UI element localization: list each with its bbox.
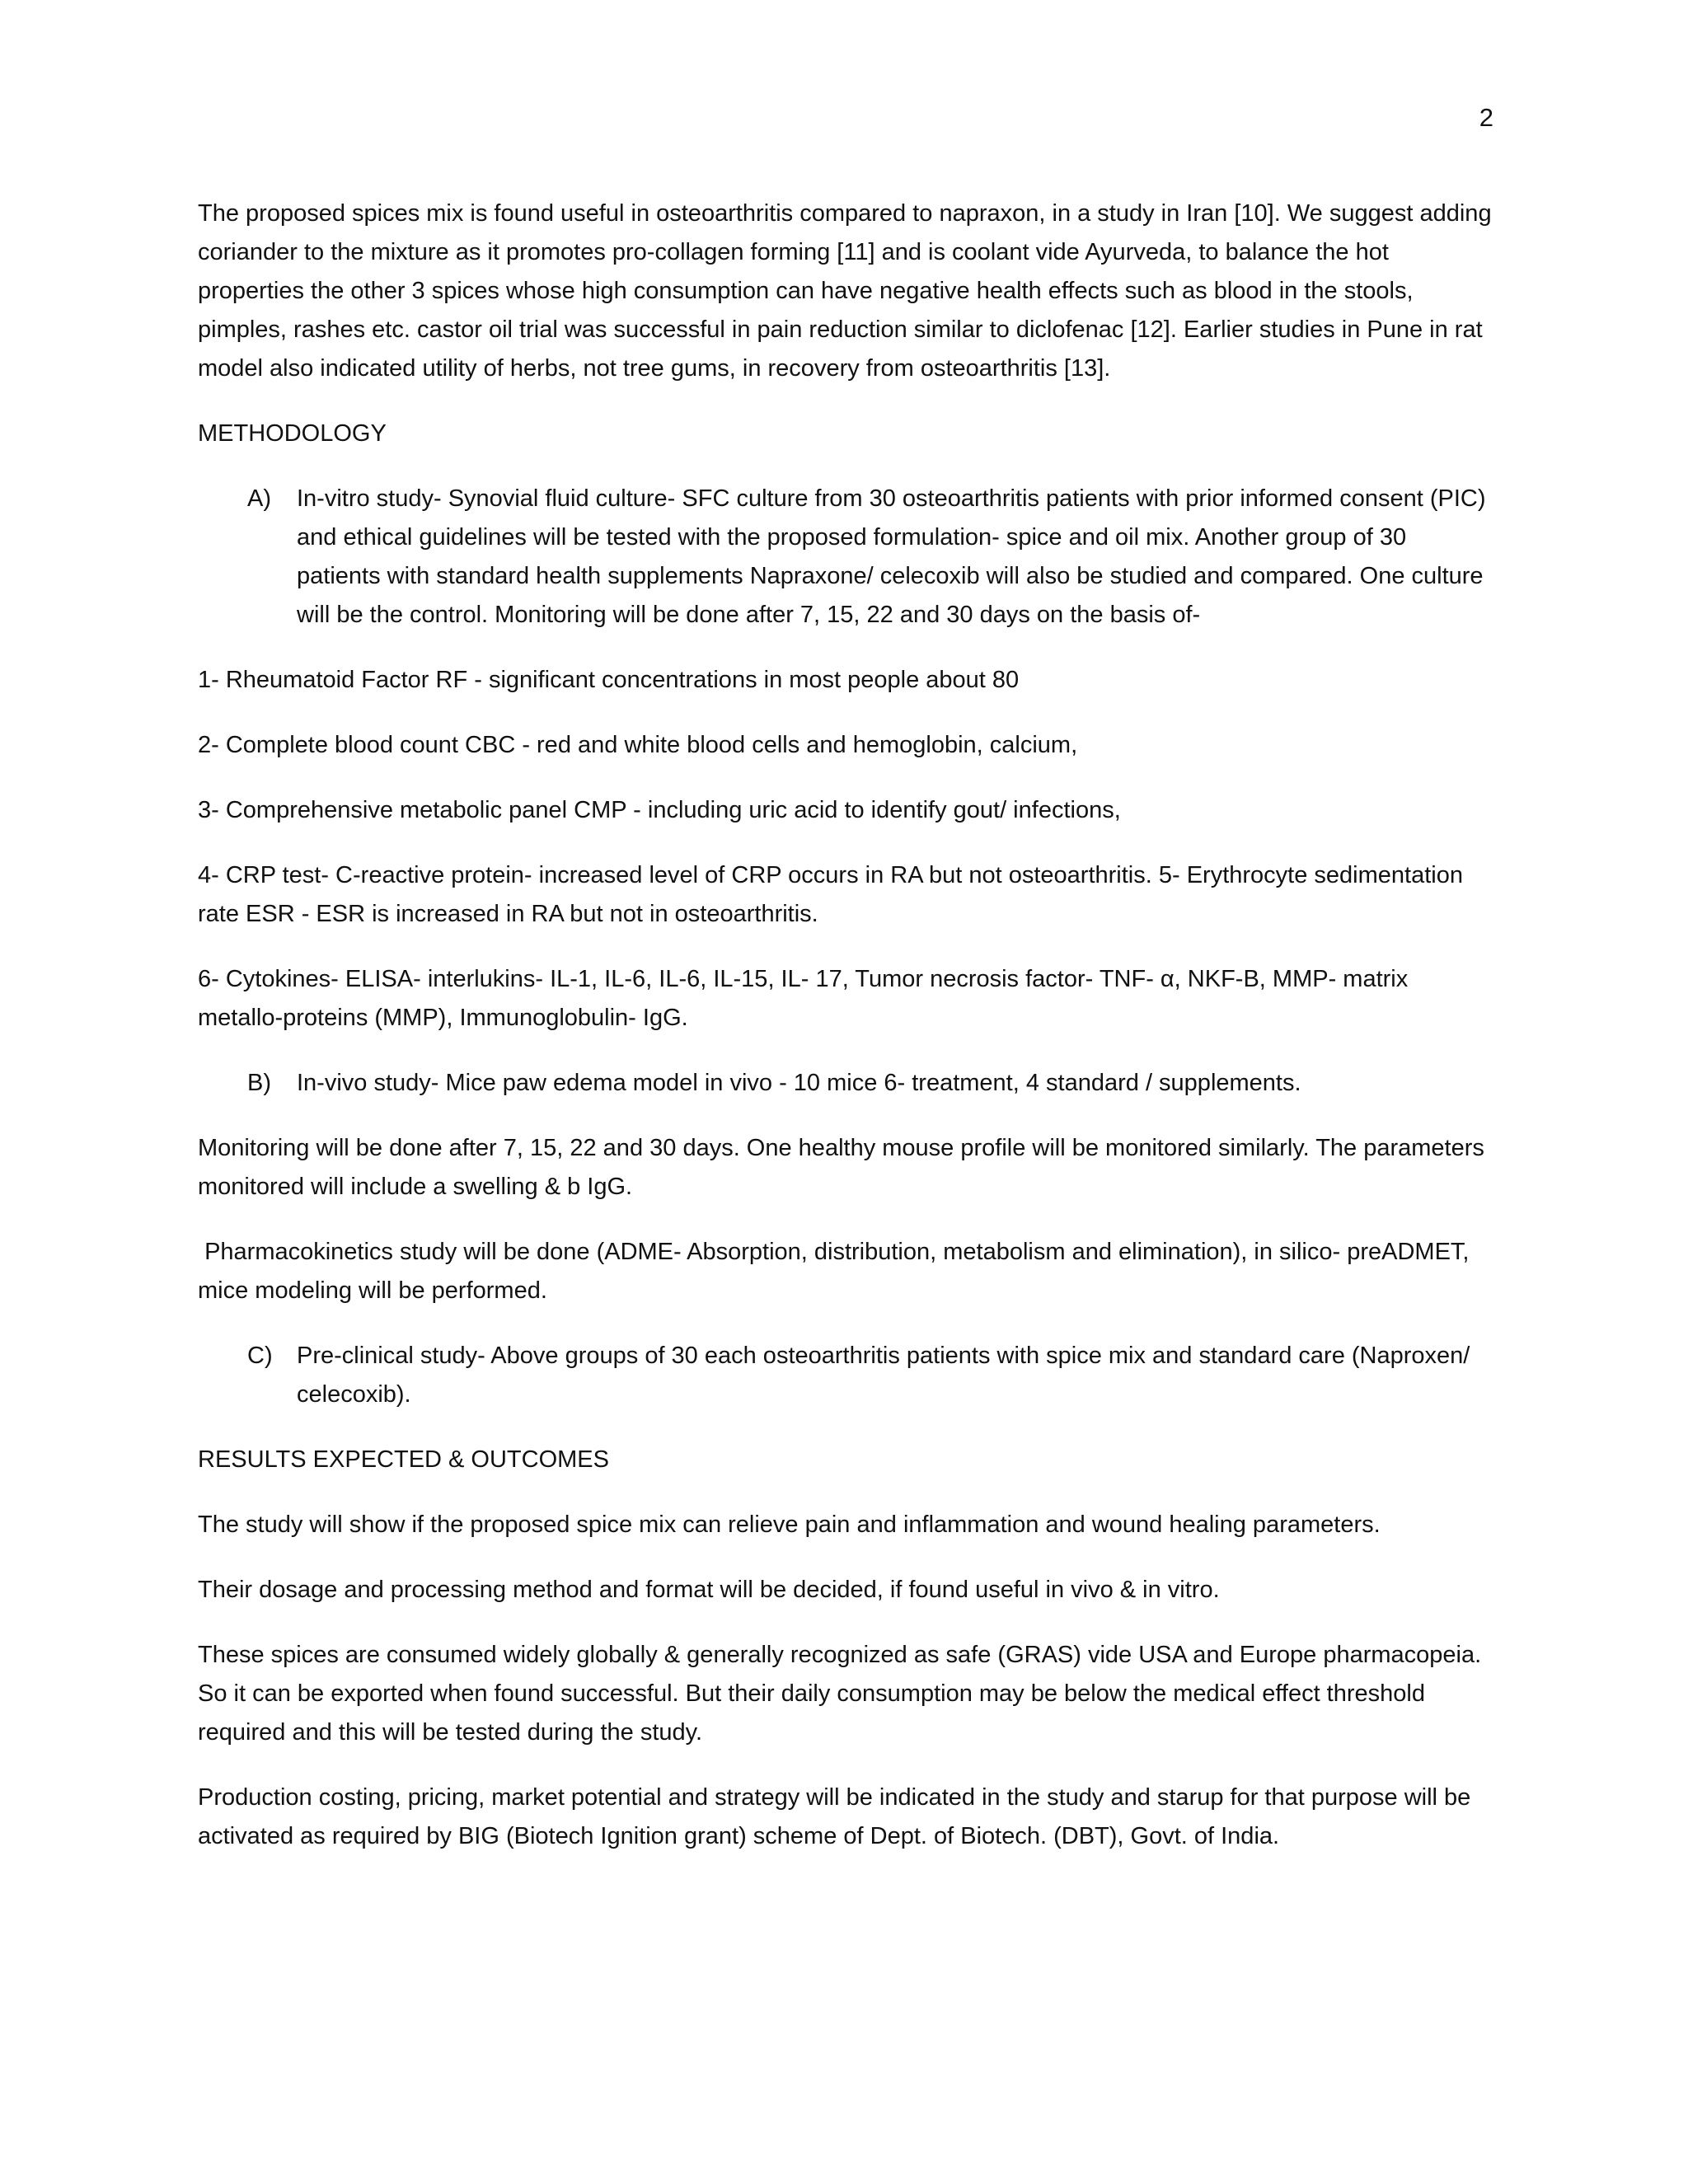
test-item-2: 2- Complete blood count CBC - red and white blood cells and hemoglobin, calcium, — [198, 732, 1078, 758]
results-paragraph-1: The study will show if the proposed spice mix can relieve pain and inflammation and wound healing parameters. — [198, 1511, 1381, 1538]
list-marker-a: A) — [247, 485, 271, 512]
page-number: 2 — [1479, 103, 1493, 132]
list-marker-b: B) — [247, 1070, 271, 1096]
list-text-a: In-vitro study- Synovial fluid culture- SFC culture from 30 osteoarthritis patients with prior informed consent (PIC) and ethical guidelines will be tested with the proposed formulation- spice and oil mix. Another group of 30 patients with standard health supplements Napraxone/ celecoxib will also be studied and compared. One culture will be the control. Monitoring will be done after 7, 15, 22 and 30 days on the basis of- — [297, 485, 1486, 628]
methodology-item-b — [198, 1064, 1493, 1103]
test-item-1: 1- Rheumatoid Factor RF - significant concentrations in most people about 80 — [198, 667, 1020, 693]
results-heading: RESULTS EXPECTED & OUTCOMES — [198, 1446, 609, 1473]
monitoring-paragraph: Monitoring will be done after 7, 15, 22 and 30 days. One healthy mouse profile will be monitored similarly. The parameters monitored will include a swelling & b IgG. — [198, 1135, 1484, 1200]
results-paragraph-2: Their dosage and processing method and format will be decided, if found useful in vivo & in vitro. — [198, 1577, 1220, 1603]
document-body — [198, 194, 1493, 1882]
methodology-heading: METHODOLOGY — [198, 420, 387, 447]
list-marker-c: C) — [247, 1343, 273, 1369]
test-item-4-5: 4- CRP test- C-reactive protein- increased level of CRP occurs in RA but not osteoarthritis. 5- Erythrocyte sedimentation rate ESR - ESR is increased in RA but not in osteoarthritis. — [198, 862, 1463, 927]
methodology-item-c — [198, 1337, 1493, 1414]
test-item-3: 3- Comprehensive metabolic panel CMP - including uric acid to identify gout/ infections, — [198, 797, 1121, 823]
pharmacokinetics-paragraph: Pharmacokinetics study will be done (ADME- Absorption, distribution, metabolism and elimination), in silico- preADMET, mice modeling will be performed. — [198, 1239, 1476, 1304]
test-item-6: 6- Cytokines- ELISA- interlukins- IL-1, IL-6, IL-6, IL-15, IL- 17, Tumor necrosis factor- TNF- α, NKF-B, MMP- matrix metallo-proteins (MMP), Immunoglobulin- IgG. — [198, 966, 1409, 1031]
list-text-c: Pre-clinical study- Above groups of 30 each osteoarthritis patients with spice mix and standard care (Naproxen/ celecoxib). — [297, 1343, 1470, 1408]
list-text-b: In-vivo study- Mice paw edema model in vivo - 10 mice 6- treatment, 4 standard / supplements. — [297, 1070, 1301, 1096]
methodology-item-a — [198, 480, 1493, 635]
intro-paragraph: The proposed spices mix is found useful in osteoarthritis compared to napraxon, in a study in Iran [10]. We suggest adding coriander to the mixture as it promotes pro-collagen forming [11] and is coolant vide Ayurveda, to balance the hot properties the other 3 spices whose high consumption can have negative health effects such as blood in the stools, pimples, rashes etc. castor oil trial was successful in pain reduction similar to diclofenac [12]. Earlier studies in Pune in rat model also indicated utility of herbs, not tree gums, in recovery from osteoarthritis [13]. — [198, 200, 1492, 382]
results-paragraph-4: Production costing, pricing, market potential and strategy will be indicated in the study and starup for that purpose will be activated as required by BIG (Biotech Ignition grant) scheme of Dept. of Biotech. (DBT), Govt. of India. — [198, 1784, 1471, 1849]
results-paragraph-3: These spices are consumed widely globally & generally recognized as safe (GRAS) vide USA and Europe pharmacopeia. So it can be exported when found successful. But their daily consumption may be below the medical effect threshold required and this will be tested during the study. — [198, 1642, 1482, 1746]
